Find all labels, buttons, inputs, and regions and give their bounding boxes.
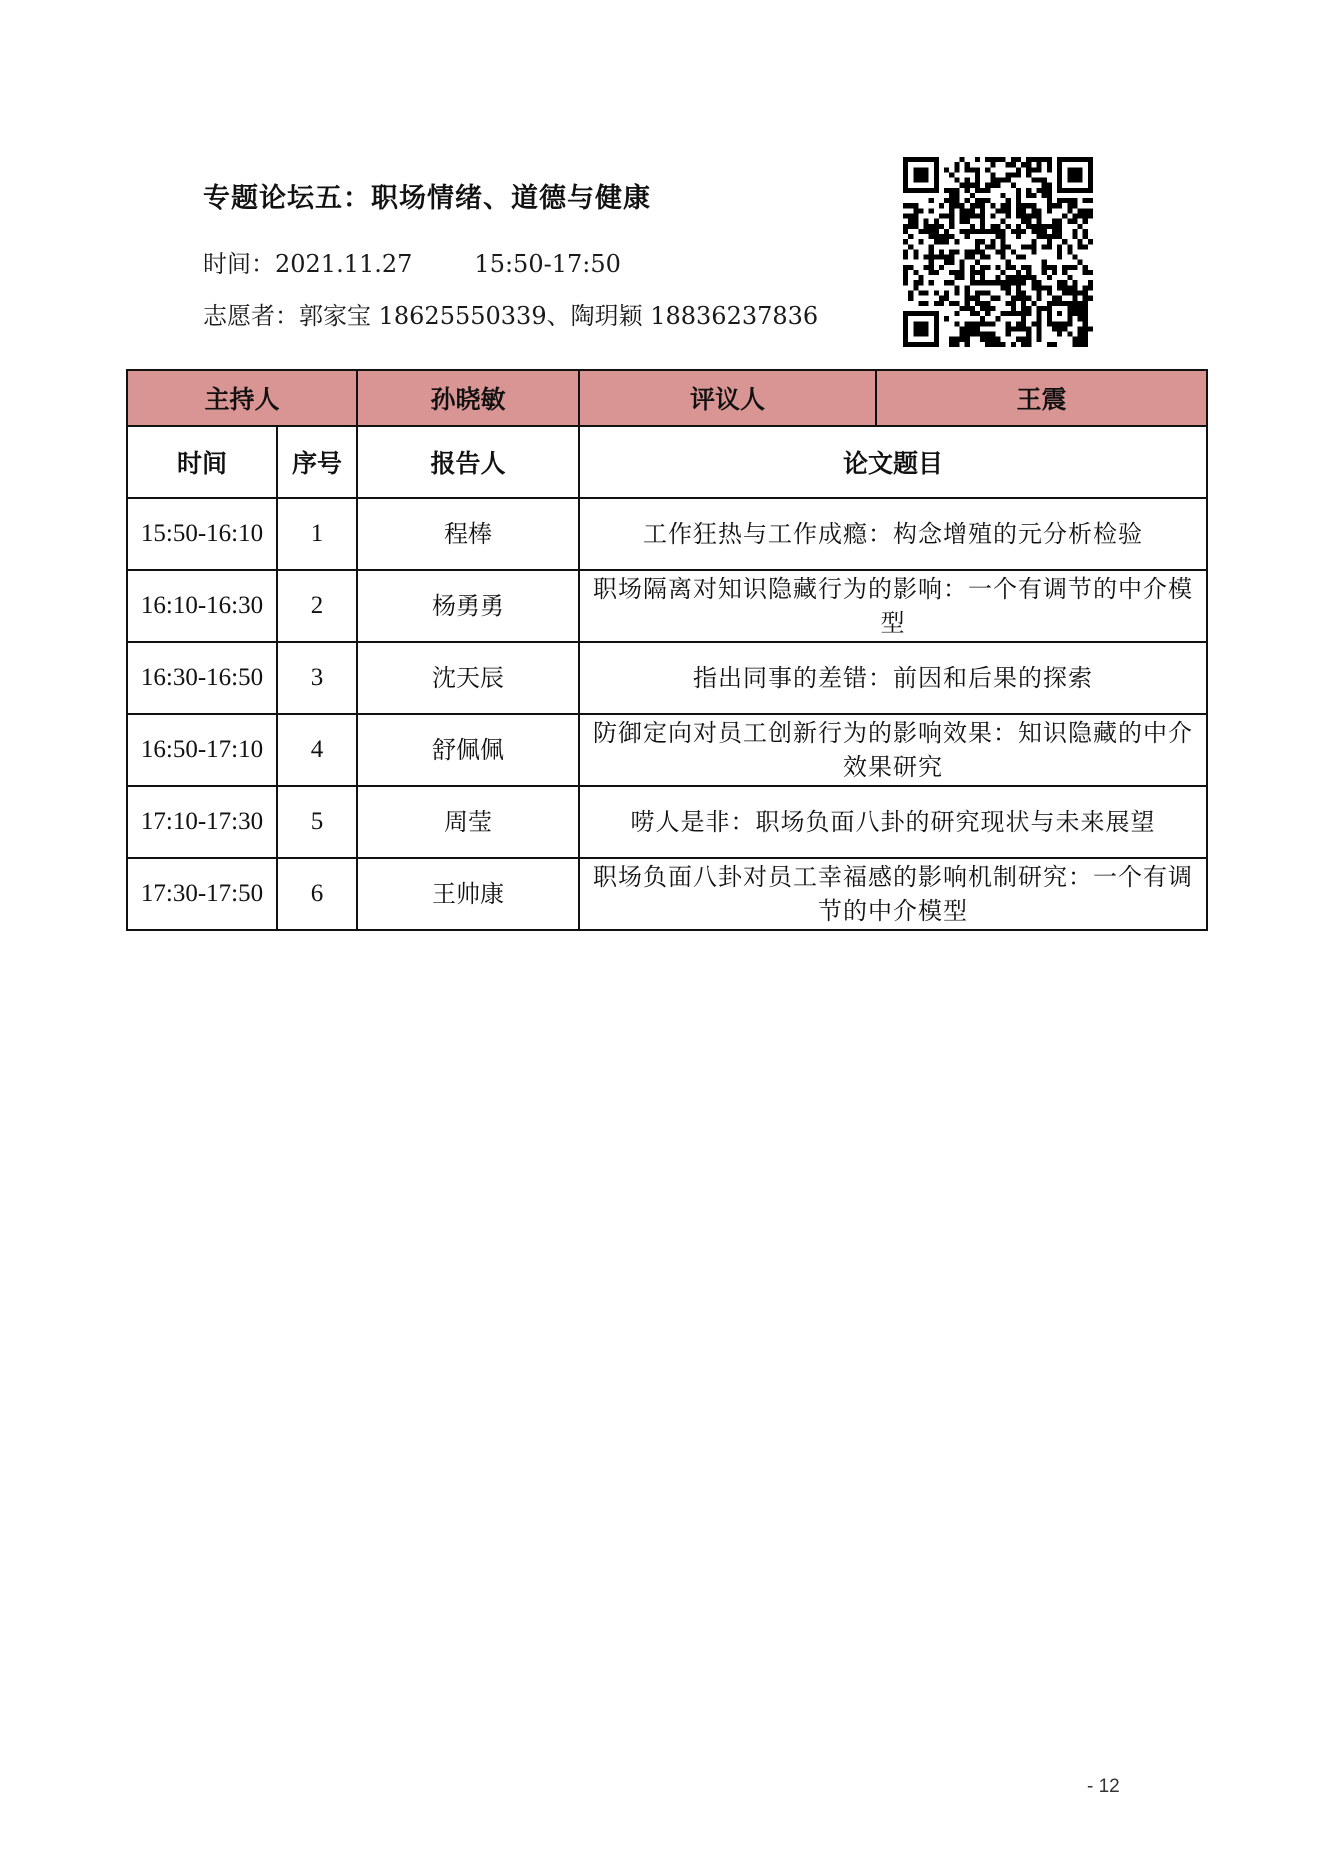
row-seq: 3 (277, 642, 357, 714)
row-speaker: 王帅康 (357, 858, 579, 930)
table-row (127, 498, 1207, 570)
qr-code-icon (903, 157, 1093, 347)
row-paper-title: 职场隔离对知识隐藏行为的影响：一个有调节的中介模型 (579, 570, 1207, 642)
column-header-speaker: 报告人 (357, 426, 579, 498)
table-row (127, 714, 1207, 786)
host-row (127, 370, 1207, 426)
row-paper-title: 职场负面八卦对员工幸福感的影响机制研究：一个有调节的中介模型 (579, 858, 1207, 930)
row-speaker: 杨勇勇 (357, 570, 579, 642)
row-time: 16:50-17:10 (127, 714, 277, 786)
column-header-title: 论文题目 (579, 426, 1207, 498)
row-time: 17:10-17:30 (127, 786, 277, 858)
forum-date: 时间：2021.11.27 (203, 250, 413, 278)
forum-time (203, 244, 621, 279)
column-header-time: 时间 (127, 426, 277, 498)
row-seq: 1 (277, 498, 357, 570)
table-row (127, 858, 1207, 930)
row-seq: 4 (277, 714, 357, 786)
row-speaker: 程棒 (357, 498, 579, 570)
row-seq: 6 (277, 858, 357, 930)
row-time: 17:30-17:50 (127, 858, 277, 930)
page-number: - 12 (1087, 1776, 1120, 1797)
row-time: 16:30-16:50 (127, 642, 277, 714)
row-seq: 2 (277, 570, 357, 642)
schedule-table (126, 369, 1208, 931)
host-name: 孙晓敏 (357, 370, 579, 426)
column-header-seq: 序号 (277, 426, 357, 498)
row-speaker: 舒佩佩 (357, 714, 579, 786)
reviewer-name: 王震 (876, 370, 1207, 426)
forum-title: 专题论坛五：职场情绪、道德与健康 (203, 183, 651, 214)
table-row (127, 642, 1207, 714)
row-time: 15:50-16:10 (127, 498, 277, 570)
row-paper-title: 工作狂热与工作成瘾：构念增殖的元分析检验 (579, 498, 1207, 570)
row-paper-title: 指出同事的差错：前因和后果的探索 (579, 642, 1207, 714)
row-paper-title: 唠人是非：职场负面八卦的研究现状与未来展望 (579, 786, 1207, 858)
table-row (127, 786, 1207, 858)
column-header-row (127, 426, 1207, 498)
row-paper-title: 防御定向对员工创新行为的影响效果：知识隐藏的中介效果研究 (579, 714, 1207, 786)
row-seq: 5 (277, 786, 357, 858)
host-label: 主持人 (127, 370, 357, 426)
table-row (127, 570, 1207, 642)
reviewer-label: 评议人 (579, 370, 876, 426)
row-time: 16:10-16:30 (127, 570, 277, 642)
forum-time-range: 15:50-17:50 (474, 250, 621, 278)
forum-volunteers: 志愿者：郭家宝 18625550339、陶玥颖 18836237836 (203, 302, 819, 330)
row-speaker: 周莹 (357, 786, 579, 858)
row-speaker: 沈天辰 (357, 642, 579, 714)
